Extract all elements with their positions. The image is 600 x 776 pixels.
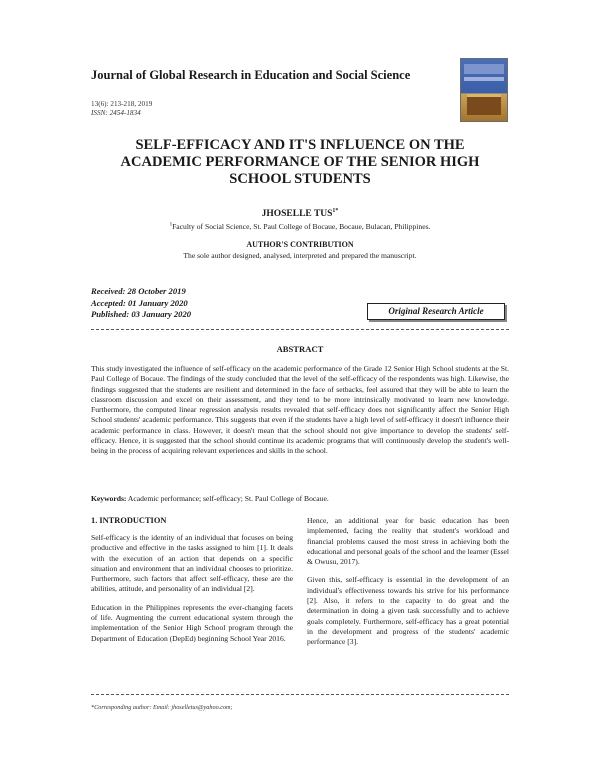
article-type-box: Original Research Article (367, 303, 505, 320)
paragraph: Education in the Philippines represents the ever-changing facets of life. Augmenting the current educational system through the implementation of the Senior High School program through the Department of Education (DepEd) beginning School Year 2016. (91, 602, 293, 643)
title-line: SELF-EFFICACY AND IT'S INFLUENCE ON THE (135, 137, 465, 153)
author-name: JHOSELLE $TUS^{1*}$ (261, 208, 339, 220)
body-column-right (307, 516, 509, 656)
paragraph: Given this, self-efficacy is essential in the development of an individual's effectiveness towards his strive for his performance [2]. Also, it refers to the capacity to do great and the determination in doing a given task successfully and to achieve goals completely. Furthermore, self-efficacy has a great potential in the development and progress of the students' academic performance [3]. (307, 575, 509, 647)
journal-cover-image (460, 58, 508, 122)
author-marks: 1* (332, 208, 339, 214)
contribution-heading: AUTHOR'S CONTRIBUTION (246, 240, 354, 249)
section-heading-introduction: 1. INTRODUCTION (91, 516, 167, 525)
accepted-date: Accepted: 01 January 2020 (91, 297, 188, 308)
volume-info: 13(6): 213-218, 2019 (91, 100, 153, 108)
published-date: Published: 03 January 2020 (91, 309, 192, 319)
journal-meta (91, 100, 152, 118)
contribution-text: The sole author designed, analysed, interpreted and prepared the manuscript. (183, 251, 417, 260)
footnote-divider (91, 694, 509, 695)
paragraph: Self-efficacy is the identity of an individual that focuses on being productive and effective in the tasks assigned to him [1]. It deals with the execution of an action that depends on a specific situation and environment that an individual chooses to prioritize. Furthermore, such factors that affect self-efficacy, these are the abilities, attitude, and personality of an individual [2]. (91, 533, 293, 594)
affiliation: $^1$Faculty of Social Science, St. Paul College of Bocaue, Bocaue, Bulacan, Philippines. (169, 222, 431, 231)
journal-title: Journal of Global Research in Education and Social Science (91, 68, 411, 82)
abstract-text: This study investigated the influence of self-efficacy on the academic performance of the Grade 12 Senior High School students at the St. Paul College of Bocaue. The findings of the study concluded that the level of the self-efficacy of the respondents was high. Likewise, the findings suggested that the students are resilient and determined in the face of setbacks, feel assured that they will be able to learn the classroom discussion and excel on their assessment, and they tend to be more intrinsically motivated to learn new knowledge. Furthermore, the computed linear regression analysis results revealed that self-efficacy does not significantly affect the Senior High School students' academic performance. This suggests that even if the students have a high level of self-efficacy it doesn't influence their academic performance in class. However, it doesn't mean that the school should not give importance to develop the students' self-efficacy. Hence, it is suggested that the school should continue its academic programs that will continuously develop the student's well-being in the process of acquiring relevant experiences and skills in the school. (91, 364, 509, 456)
title-line: ACADEMIC PERFORMANCE OF THE SENIOR HIGH (120, 154, 480, 170)
title-line: SCHOOL STUDENTS (229, 171, 371, 187)
body-column-left (91, 533, 293, 652)
keywords: Keywords: Academic performance; self-efficacy; St. Paul College of Bocaue. (91, 494, 329, 503)
corresponding-author-footnote: *Corresponding author: Email: jhoselletus@yahoo.com; (91, 704, 233, 711)
article-dates (91, 286, 191, 321)
received-date: Received: 28 October 2019 (91, 286, 186, 296)
divider (91, 329, 509, 330)
paper-title (90, 137, 510, 188)
issn: ISSN: 2454-1834 (91, 109, 141, 117)
abstract-heading: ABSTRACT (276, 344, 324, 354)
paragraph: Hence, an additional year for basic education has been implemented, facing the reality that student's workload and financial problems caused the most stress in achieving both the educational and personal goals of the school and the learner (Essel & Owusu, 2017). (307, 516, 510, 567)
